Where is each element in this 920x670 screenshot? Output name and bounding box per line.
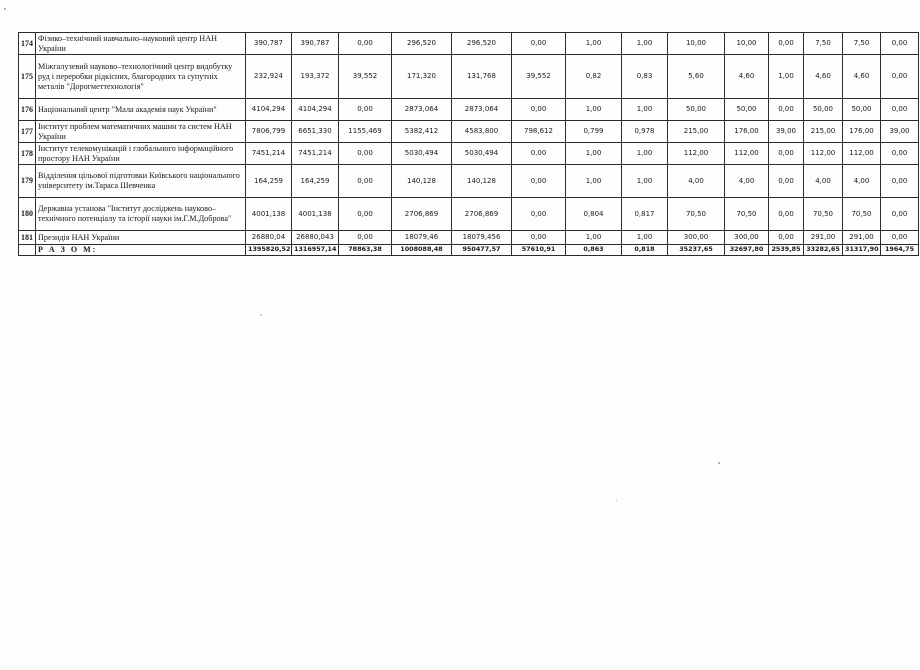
value-cell: 5030,494 <box>392 143 452 165</box>
value-cell: 2873,064 <box>392 99 452 121</box>
table-body <box>19 33 919 256</box>
row-number: 175 <box>19 55 36 99</box>
value-cell: 1,00 <box>622 143 668 165</box>
value-cell: 798,612 <box>512 121 566 143</box>
value-cell: 70,50 <box>843 198 881 231</box>
value-cell: 7,50 <box>804 33 843 55</box>
table-row <box>19 121 919 143</box>
value-cell: 70,50 <box>804 198 843 231</box>
value-cell: 0,00 <box>769 231 804 245</box>
value-cell: 0,00 <box>881 99 919 121</box>
value-cell: 0,82 <box>566 55 622 99</box>
value-cell: 26880,04 <box>246 231 292 245</box>
value-cell: 1155,469 <box>339 121 392 143</box>
value-cell: 215,00 <box>668 121 725 143</box>
value-cell: 50,00 <box>668 99 725 121</box>
total-value-cell: 1316957,14 <box>292 245 339 256</box>
value-cell: 4001,138 <box>292 198 339 231</box>
value-cell: 4,60 <box>725 55 769 99</box>
scan-speck <box>718 462 720 464</box>
value-cell: 0,00 <box>881 143 919 165</box>
institution-name: Національний центр "Мала академія наук України" <box>36 99 246 121</box>
value-cell: 296,520 <box>392 33 452 55</box>
value-cell: 7451,214 <box>292 143 339 165</box>
total-value-cell: 35237,65 <box>668 245 725 256</box>
value-cell: 0,00 <box>769 198 804 231</box>
total-value-cell: 32697,80 <box>725 245 769 256</box>
value-cell: 0,83 <box>622 55 668 99</box>
row-number: 174 <box>19 33 36 55</box>
table-row <box>19 231 919 245</box>
value-cell: 0,817 <box>622 198 668 231</box>
value-cell: 50,00 <box>725 99 769 121</box>
value-cell: 0,00 <box>512 33 566 55</box>
total-value-cell: 0,863 <box>566 245 622 256</box>
row-number: 181 <box>19 231 36 245</box>
value-cell: 50,00 <box>804 99 843 121</box>
value-cell: 39,552 <box>339 55 392 99</box>
total-value-cell: 1008088,48 <box>392 245 452 256</box>
value-cell: 140,128 <box>392 165 452 198</box>
value-cell: 4104,294 <box>246 99 292 121</box>
table-row <box>19 165 919 198</box>
value-cell: 0,00 <box>339 198 392 231</box>
value-cell: 0,00 <box>339 143 392 165</box>
value-cell: 1,00 <box>566 231 622 245</box>
value-cell: 0,00 <box>512 198 566 231</box>
value-cell: 7451,214 <box>246 143 292 165</box>
total-value-cell: 950477,57 <box>452 245 512 256</box>
value-cell: 296,520 <box>452 33 512 55</box>
value-cell: 176,00 <box>725 121 769 143</box>
row-number: 179 <box>19 165 36 198</box>
value-cell: 300,00 <box>725 231 769 245</box>
value-cell: 171,320 <box>392 55 452 99</box>
institutions-table <box>18 32 919 256</box>
value-cell: 4,00 <box>804 165 843 198</box>
value-cell: 1,00 <box>566 165 622 198</box>
table-row <box>19 198 919 231</box>
value-cell: 4,60 <box>804 55 843 99</box>
value-cell: 5,60 <box>668 55 725 99</box>
value-cell: 140,128 <box>452 165 512 198</box>
value-cell: 390,787 <box>246 33 292 55</box>
value-cell: 70,50 <box>725 198 769 231</box>
value-cell: 0,00 <box>512 231 566 245</box>
value-cell: 1,00 <box>566 33 622 55</box>
value-cell: 39,552 <box>512 55 566 99</box>
value-cell: 232,924 <box>246 55 292 99</box>
value-cell: 0,00 <box>881 165 919 198</box>
value-cell: 390,787 <box>292 33 339 55</box>
total-row-number <box>19 245 36 256</box>
table-row <box>19 143 919 165</box>
institution-name: Інститут проблем математичних машин та систем НАН України <box>36 121 246 143</box>
table-row <box>19 33 919 55</box>
value-cell: 4001,138 <box>246 198 292 231</box>
row-number: 176 <box>19 99 36 121</box>
scan-speck <box>260 314 262 316</box>
institution-name: Державна установа "Інститут досліджень науково–технічного потенціалу та історії науки ім.Г.М.Доброва" <box>36 198 246 231</box>
value-cell: 4,00 <box>725 165 769 198</box>
value-cell: 300,00 <box>668 231 725 245</box>
value-cell: 291,00 <box>804 231 843 245</box>
value-cell: 4,00 <box>843 165 881 198</box>
value-cell: 1,00 <box>566 99 622 121</box>
value-cell: 0,00 <box>339 33 392 55</box>
value-cell: 112,00 <box>804 143 843 165</box>
value-cell: 176,00 <box>843 121 881 143</box>
row-number: 180 <box>19 198 36 231</box>
value-cell: 4,60 <box>843 55 881 99</box>
value-cell: 0,00 <box>512 99 566 121</box>
row-number: 177 <box>19 121 36 143</box>
value-cell: 2706,869 <box>392 198 452 231</box>
value-cell: 5030,494 <box>452 143 512 165</box>
total-value-cell: 0,818 <box>622 245 668 256</box>
value-cell: 1,00 <box>769 55 804 99</box>
total-value-cell: 57610,91 <box>512 245 566 256</box>
institution-name: Фізико–технічний навчально–науковий центр НАН України <box>36 33 246 55</box>
value-cell: 0,978 <box>622 121 668 143</box>
value-cell: 164,259 <box>292 165 339 198</box>
total-value-cell: 78863,38 <box>339 245 392 256</box>
value-cell: 0,00 <box>339 165 392 198</box>
value-cell: 0,00 <box>881 55 919 99</box>
value-cell: 39,00 <box>881 121 919 143</box>
institution-name: Міжгалузевий науково–технологічний центр видобутку руд і переробки рідкісних, благородних та супутніх металів "Дорогметтехнологія" <box>36 55 246 99</box>
value-cell: 4104,294 <box>292 99 339 121</box>
value-cell: 70,50 <box>668 198 725 231</box>
value-cell: 10,00 <box>725 33 769 55</box>
institution-name: Президія НАН України <box>36 231 246 245</box>
total-value-cell: 31317,90 <box>843 245 881 256</box>
value-cell: 4,00 <box>668 165 725 198</box>
value-cell: 1,00 <box>622 99 668 121</box>
total-value-cell: 33282,65 <box>804 245 843 256</box>
institution-name: Відділення цільової підготовки Київського національного університету ім.Тараса Шевченка <box>36 165 246 198</box>
value-cell: 215,00 <box>804 121 843 143</box>
value-cell: 112,00 <box>668 143 725 165</box>
table-row <box>19 99 919 121</box>
value-cell: 0,00 <box>881 33 919 55</box>
value-cell: 18079,46 <box>392 231 452 245</box>
scan-speck <box>4 8 6 10</box>
value-cell: 2873,064 <box>452 99 512 121</box>
value-cell: 131,768 <box>452 55 512 99</box>
value-cell: 0,00 <box>512 165 566 198</box>
value-cell: 291,00 <box>843 231 881 245</box>
value-cell: 112,00 <box>843 143 881 165</box>
value-cell: 1,00 <box>622 231 668 245</box>
value-cell: 0,00 <box>881 231 919 245</box>
value-cell: 193,372 <box>292 55 339 99</box>
value-cell: 1,00 <box>622 33 668 55</box>
value-cell: 1,00 <box>566 143 622 165</box>
value-cell: 2706,869 <box>452 198 512 231</box>
value-cell: 7,50 <box>843 33 881 55</box>
total-value-cell: 1395820,52 <box>246 245 292 256</box>
value-cell: 0,00 <box>512 143 566 165</box>
value-cell: 26880,043 <box>292 231 339 245</box>
scan-speck <box>616 500 617 501</box>
value-cell: 10,00 <box>668 33 725 55</box>
row-number: 178 <box>19 143 36 165</box>
value-cell: 0,799 <box>566 121 622 143</box>
value-cell: 7806,799 <box>246 121 292 143</box>
value-cell: 0,00 <box>769 143 804 165</box>
value-cell: 6651,330 <box>292 121 339 143</box>
value-cell: 0,00 <box>339 231 392 245</box>
value-cell: 18079,456 <box>452 231 512 245</box>
value-cell: 0,00 <box>881 198 919 231</box>
value-cell: 0,00 <box>769 165 804 198</box>
institution-name: Інститут телекомунікацій і глобального інформаційного простору НАН України <box>36 143 246 165</box>
value-cell: 5382,412 <box>392 121 452 143</box>
value-cell: 0,804 <box>566 198 622 231</box>
total-value-cell: 1964,75 <box>881 245 919 256</box>
value-cell: 50,00 <box>843 99 881 121</box>
value-cell: 39,00 <box>769 121 804 143</box>
value-cell: 4583,800 <box>452 121 512 143</box>
value-cell: 164,259 <box>246 165 292 198</box>
table-row <box>19 55 919 99</box>
value-cell: 0,00 <box>339 99 392 121</box>
value-cell: 0,00 <box>769 99 804 121</box>
total-value-cell: 2539,85 <box>769 245 804 256</box>
value-cell: 1,00 <box>622 165 668 198</box>
total-row <box>19 245 919 256</box>
value-cell: 0,00 <box>769 33 804 55</box>
total-label: Р А З О М: <box>36 245 246 256</box>
value-cell: 112,00 <box>725 143 769 165</box>
